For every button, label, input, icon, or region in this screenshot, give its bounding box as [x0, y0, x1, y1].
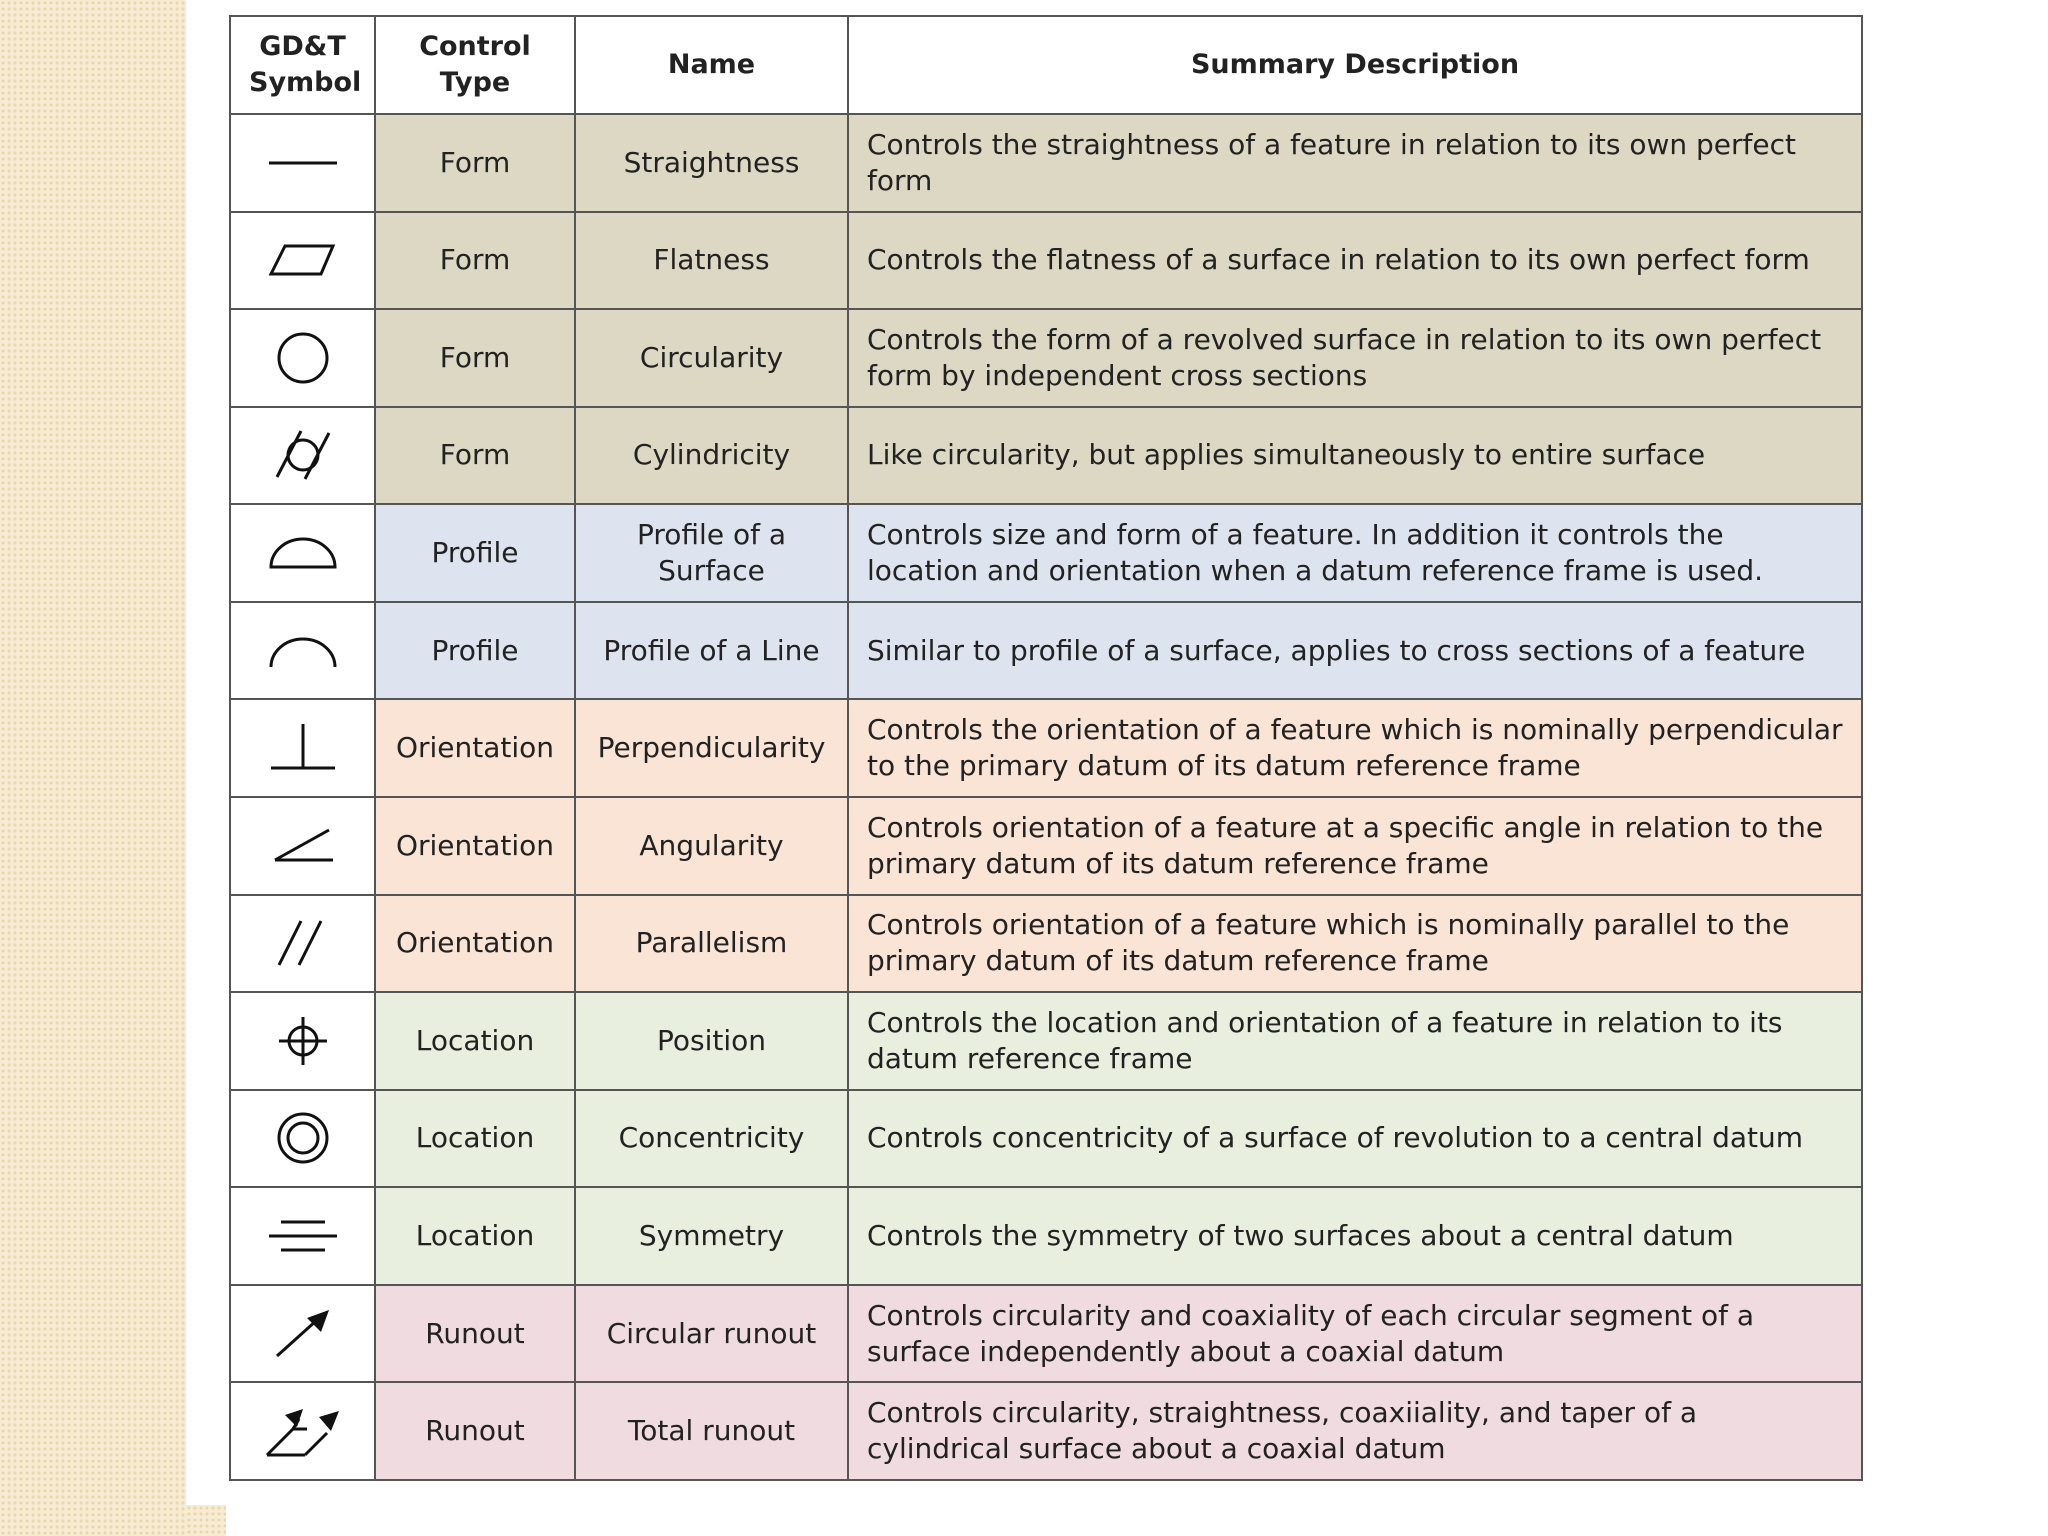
control-type-cell: Runout — [375, 1285, 575, 1383]
table-row — [230, 504, 1862, 602]
description-cell: Similar to profile of a surface, applies to cross sections of a feature — [848, 602, 1862, 700]
description-cell: Controls the location and orientation of a feature in relation to its datum reference frame — [848, 992, 1862, 1090]
decorative-bottom-strip — [186, 1505, 226, 1536]
symbol-cell — [230, 797, 375, 895]
table-row — [230, 1090, 1862, 1188]
description-cell: Controls the orientation of a feature which is nominally perpendicular to the primary datum of its datum reference frame — [848, 699, 1862, 797]
name-cell: Circular runout — [575, 1285, 848, 1383]
gdt-symbols-table — [229, 15, 1863, 1481]
table-row — [230, 212, 1862, 310]
name-cell: Position — [575, 992, 848, 1090]
table-row — [230, 992, 1862, 1090]
decorative-side-strip — [0, 0, 186, 1536]
header-symbol: GD&T Symbol — [230, 16, 375, 114]
symbol-cell — [230, 309, 375, 407]
cylindricity-icon — [231, 425, 374, 485]
control-type-cell: Orientation — [375, 895, 575, 993]
description-cell: Controls size and form of a feature. In addition it controls the location and orientation when a datum reference frame is used. — [848, 504, 1862, 602]
profile-of-line-icon — [231, 621, 374, 681]
control-type-cell: Location — [375, 1187, 575, 1285]
table-row — [230, 699, 1862, 797]
name-cell: Total runout — [575, 1382, 848, 1480]
symbol-cell — [230, 114, 375, 212]
table-row — [230, 1187, 1862, 1285]
parallelism-icon — [231, 913, 374, 973]
description-cell: Like circularity, but applies simultaneously to entire surface — [848, 407, 1862, 505]
symbol-cell — [230, 699, 375, 797]
description-cell: Controls orientation of a feature which is nominally parallel to the primary datum of its datum reference frame — [848, 895, 1862, 993]
symbol-cell — [230, 1382, 375, 1480]
symbol-cell — [230, 895, 375, 993]
symbol-cell — [230, 1090, 375, 1188]
circular-runout-icon — [231, 1304, 374, 1364]
symbol-cell — [230, 1285, 375, 1383]
description-cell: Controls the straightness of a feature in relation to its own perfect form — [848, 114, 1862, 212]
description-cell: Controls the symmetry of two surfaces about a central datum — [848, 1187, 1862, 1285]
control-type-cell: Profile — [375, 602, 575, 700]
control-type-cell: Runout — [375, 1382, 575, 1480]
name-cell: Symmetry — [575, 1187, 848, 1285]
control-type-cell: Form — [375, 407, 575, 505]
name-cell: Angularity — [575, 797, 848, 895]
control-type-cell: Form — [375, 309, 575, 407]
table-header-row — [230, 16, 1862, 114]
description-cell: Controls concentricity of a surface of revolution to a central datum — [848, 1090, 1862, 1188]
concentricity-icon — [231, 1108, 374, 1168]
position-icon — [231, 1011, 374, 1071]
name-cell: Circularity — [575, 309, 848, 407]
control-type-cell: Profile — [375, 504, 575, 602]
control-type-cell: Orientation — [375, 699, 575, 797]
control-type-cell: Form — [375, 212, 575, 310]
table-row — [230, 602, 1862, 700]
control-type-cell: Form — [375, 114, 575, 212]
name-cell: Parallelism — [575, 895, 848, 993]
symbol-cell — [230, 1187, 375, 1285]
table-row — [230, 1285, 1862, 1383]
symbol-cell — [230, 504, 375, 602]
name-cell: Straightness — [575, 114, 848, 212]
description-cell: Controls circularity, straightness, coaxiiality, and taper of a cylindrical surface about a coaxial datum — [848, 1382, 1862, 1480]
description-cell: Controls the flatness of a surface in relation to its own perfect form — [848, 212, 1862, 310]
control-type-cell: Location — [375, 992, 575, 1090]
table-row — [230, 309, 1862, 407]
flatness-icon — [231, 230, 374, 290]
table-row — [230, 114, 1862, 212]
name-cell: Concentricity — [575, 1090, 848, 1188]
name-cell: Profile of a Surface — [575, 504, 848, 602]
table-row — [230, 797, 1862, 895]
table-row — [230, 895, 1862, 993]
table-row — [230, 407, 1862, 505]
symmetry-icon — [231, 1206, 374, 1266]
description-cell: Controls orientation of a feature at a specific angle in relation to the primary datum of its datum reference frame — [848, 797, 1862, 895]
name-cell: Profile of a Line — [575, 602, 848, 700]
total-runout-icon — [231, 1401, 374, 1461]
description-cell: Controls the form of a revolved surface in relation to its own perfect form by independent cross sections — [848, 309, 1862, 407]
profile-of-surface-icon — [231, 523, 374, 583]
name-cell: Flatness — [575, 212, 848, 310]
symbol-cell — [230, 992, 375, 1090]
description-cell: Controls circularity and coaxiality of each circular segment of a surface independently about a coaxial datum — [848, 1285, 1862, 1383]
symbol-cell — [230, 212, 375, 310]
header-control-type: Control Type — [375, 16, 575, 114]
header-name: Name — [575, 16, 848, 114]
header-description: Summary Description — [848, 16, 1862, 114]
name-cell: Cylindricity — [575, 407, 848, 505]
table-row — [230, 1382, 1862, 1480]
straightness-icon — [231, 133, 374, 193]
circularity-icon — [231, 328, 374, 388]
control-type-cell: Orientation — [375, 797, 575, 895]
symbol-cell — [230, 602, 375, 700]
symbol-cell — [230, 407, 375, 505]
perpendicularity-icon — [231, 718, 374, 778]
name-cell: Perpendicularity — [575, 699, 848, 797]
control-type-cell: Location — [375, 1090, 575, 1188]
angularity-icon — [231, 816, 374, 876]
